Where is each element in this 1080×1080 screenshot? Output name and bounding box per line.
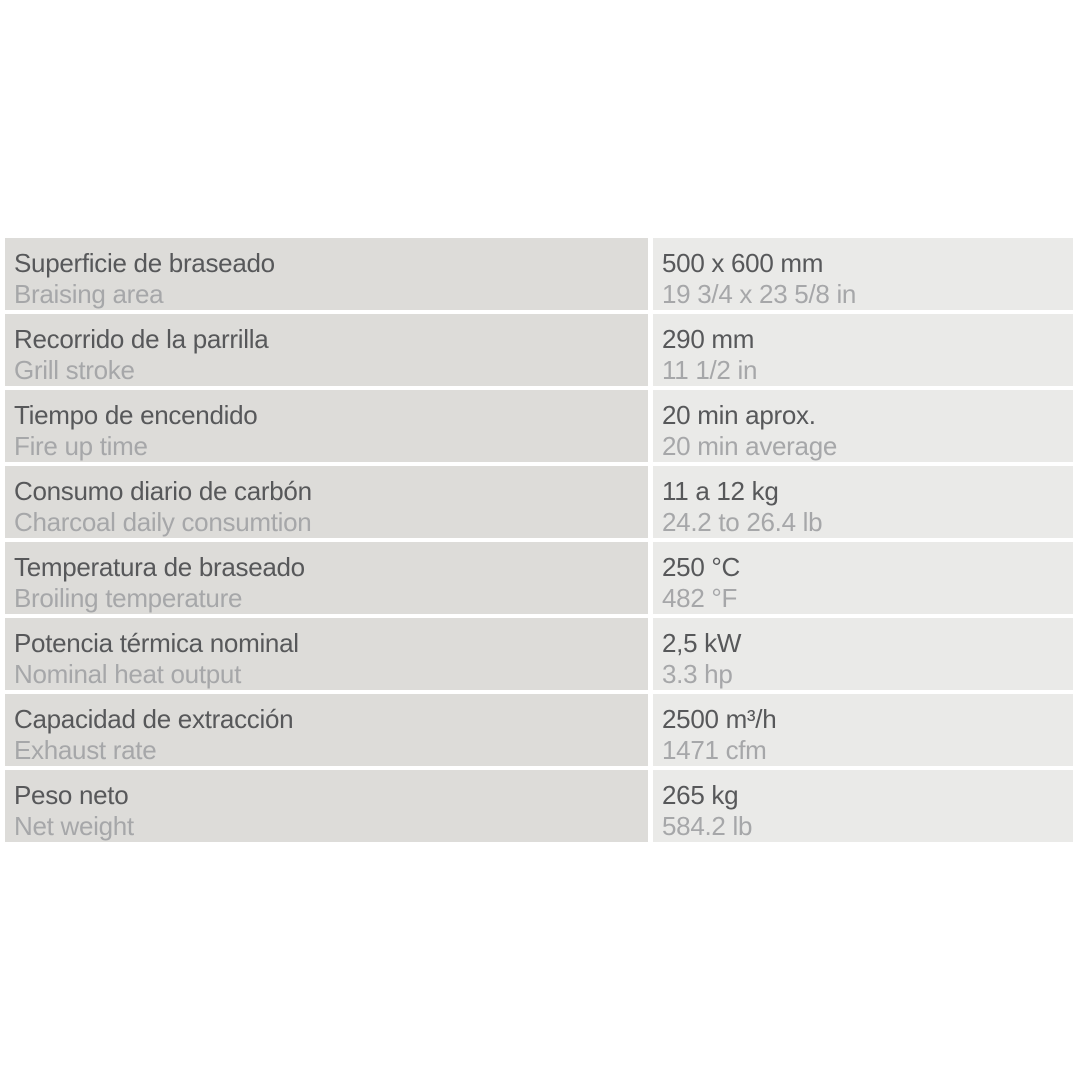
spec-label-en: Braising area [14,279,164,309]
spec-value-imperial: 11 1/2 in [662,355,758,385]
spec-row-fire-up-time [5,390,1073,462]
spec-label-es: Peso neto [14,780,129,810]
spec-value-cell [653,618,1073,690]
spec-value-cell [653,542,1073,614]
spec-row-braising-area [5,238,1073,310]
spec-value-metric: 290 mm [662,324,755,354]
spec-label-es: Consumo diario de carbón [14,476,312,506]
spec-value-cell [653,238,1073,310]
spec-label-cell [5,770,648,842]
spec-row-nominal-heat-output [5,618,1073,690]
spec-value-cell [653,770,1073,842]
spec-label-en: Nominal heat output [14,659,242,689]
spec-label-en: Net weight [14,811,134,841]
spec-value-cell [653,694,1073,766]
spec-value-imperial: 482 °F [662,583,738,613]
spec-label-cell [5,390,648,462]
spec-value-metric: 20 min aprox. [662,400,816,430]
spec-value-imperial: 19 3/4 x 23 5/8 in [662,279,857,309]
spec-value-metric: 500 x 600 mm [662,248,824,278]
spec-row-charcoal-consumption [5,466,1073,538]
spec-label-cell [5,694,648,766]
spec-label-en: Broiling temperature [14,583,243,613]
spec-label-cell [5,618,648,690]
spec-value-metric: 265 kg [662,780,739,810]
spec-label-es: Recorrido de la parrilla [14,324,269,354]
spec-value-metric: 2,5 kW [662,628,742,658]
spec-value-imperial: 584.2 lb [662,811,753,841]
spec-value-imperial: 24.2 to 26.4 lb [662,507,823,537]
spec-row-broiling-temperature [5,542,1073,614]
spec-label-es: Temperatura de braseado [14,552,305,582]
spec-label-cell [5,466,648,538]
spec-label-en: Fire up time [14,431,148,461]
spec-value-cell [653,390,1073,462]
spec-label-cell [5,542,648,614]
spec-label-en: Grill stroke [14,355,135,385]
spec-label-cell [5,238,648,310]
spec-value-imperial: 1471 cfm [662,735,767,765]
spec-value-metric: 2500 m³/h [662,704,777,734]
spec-value-metric: 250 °C [662,552,740,582]
spec-label-en: Charcoal daily consumtion [14,507,312,537]
spec-row-grill-stroke [5,314,1073,386]
spec-label-es: Tiempo de encendido [14,400,258,430]
spec-label-es: Superficie de braseado [14,248,275,278]
spec-value-metric: 11 a 12 kg [662,476,779,506]
spec-table [5,238,1073,842]
spec-row-net-weight [5,770,1073,842]
spec-value-imperial: 3.3 hp [662,659,733,689]
spec-value-cell [653,314,1073,386]
spec-value-cell [653,466,1073,538]
spec-label-es: Capacidad de extracción [14,704,294,734]
spec-label-es: Potencia térmica nominal [14,628,299,658]
spec-label-cell [5,314,648,386]
spec-row-exhaust-rate [5,694,1073,766]
spec-label-en: Exhaust rate [14,735,157,765]
spec-value-imperial: 20 min average [662,431,838,461]
